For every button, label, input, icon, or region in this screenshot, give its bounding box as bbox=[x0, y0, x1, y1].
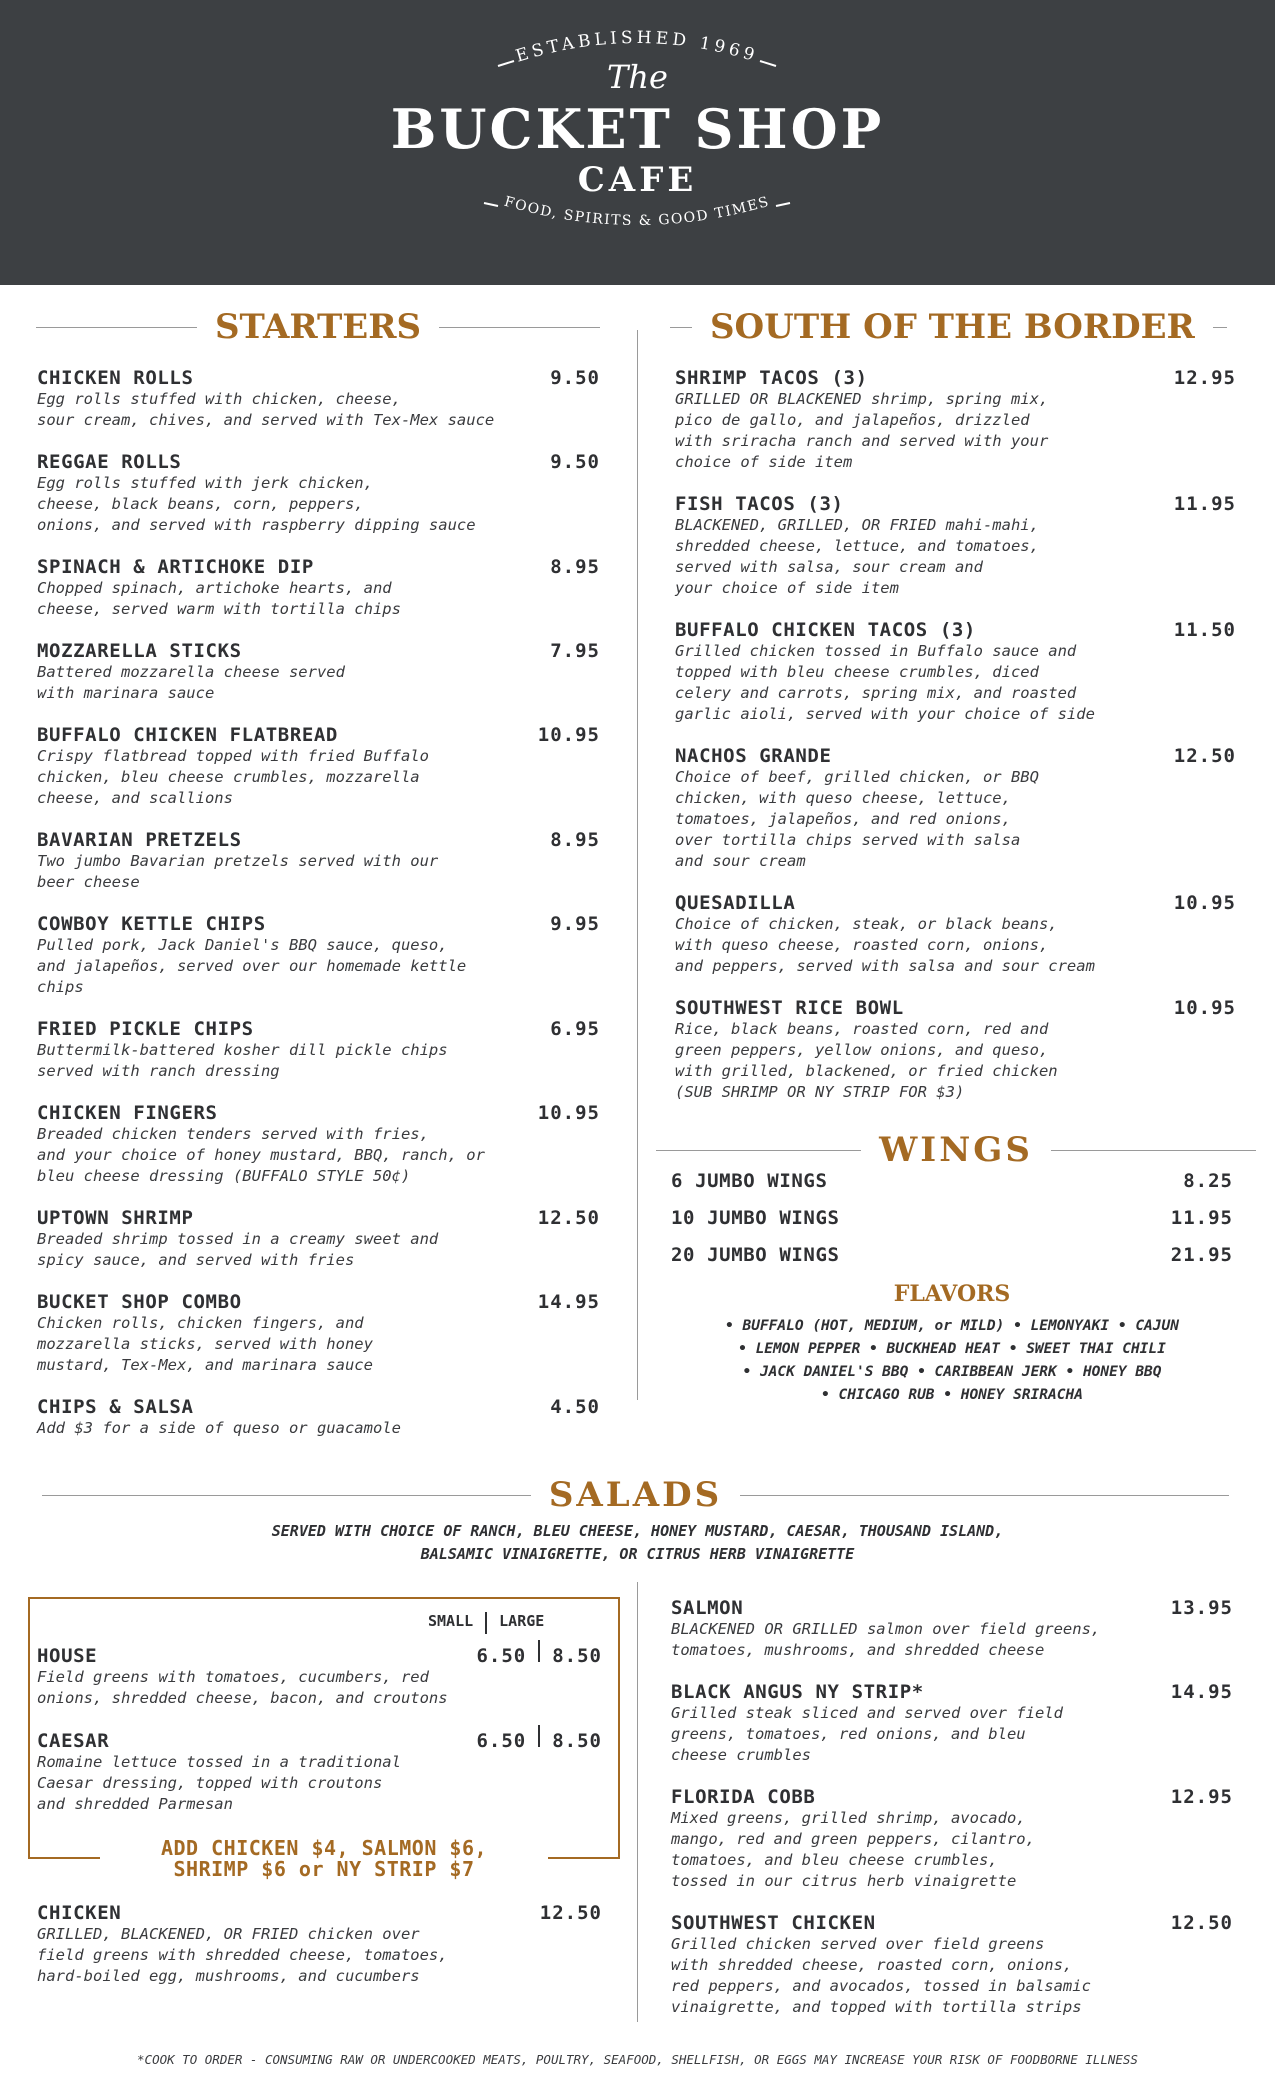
logo-name: BUCKET SHOP bbox=[390, 97, 885, 161]
menu-item bbox=[37, 1396, 600, 1439]
menu-item bbox=[671, 1786, 1233, 1892]
south-title: SOUTH OF THE BORDER bbox=[710, 307, 1195, 347]
starters-title: STARTERS bbox=[214, 307, 422, 347]
item-price: 12.95 bbox=[1173, 367, 1236, 389]
menu-item bbox=[671, 1912, 1233, 2018]
item-name: UPTOWN SHRIMP bbox=[37, 1207, 194, 1229]
menu-item bbox=[37, 1640, 602, 1709]
heading-rule bbox=[656, 1150, 861, 1151]
flavors-title: FLAVORS bbox=[893, 1281, 1011, 1307]
item-price: 9.95 bbox=[550, 913, 600, 935]
starters-list bbox=[37, 367, 600, 1459]
item-price: 10.95 bbox=[1173, 997, 1236, 1019]
salads-heading bbox=[42, 1475, 1229, 1515]
south-heading bbox=[670, 307, 1230, 347]
item-price: 8.95 bbox=[550, 829, 600, 851]
item-description: Mixed greens, grilled shrimp, avocado, mango, red and green peppers, cilantro, tomatoes, and bleu cheese crumbles, tossed in our citrus herb vinaigrette bbox=[671, 1809, 1035, 1890]
heading-rule bbox=[439, 327, 600, 328]
logo-the: The bbox=[607, 58, 668, 96]
tagline-text: FOOD, SPIRITS & GOOD TIMES bbox=[502, 193, 772, 230]
item-name: NACHOS GRANDE bbox=[675, 745, 832, 767]
item-price: 8.95 bbox=[550, 556, 600, 578]
logo-cafe: CAFE bbox=[577, 160, 698, 200]
item-description: Rice, black beans, roasted corn, red and green peppers, yellow onions, and queso, with grilled, blackened, or fried chicken (SUB SHRIMP OR NY STRIP FOR $3) bbox=[675, 1020, 1058, 1101]
item-name: QUESADILLA bbox=[675, 892, 796, 914]
item-description: Choice of beef, grilled chicken, or BBQ chicken, with queso cheese, lettuce, tomatoes, jalapeños, and red onions, over tortilla chips served with salsa and sour cream bbox=[675, 768, 1039, 870]
item-description: Two jumbo Bavarian pretzels served with our beer cheese bbox=[37, 852, 439, 891]
item-description: Egg rolls stuffed with jerk chicken, cheese, black beans, corn, peppers, onions, and served with raspberry dipping sauce bbox=[37, 474, 476, 534]
item-name: FLORIDA COBB bbox=[671, 1786, 816, 1808]
item-name: CHICKEN ROLLS bbox=[37, 367, 194, 389]
price-divider bbox=[538, 1725, 540, 1747]
food-safety-disclaimer: *COOK TO ORDER - CONSUMING RAW OR UNDERCOOKED MEATS, POULTRY, SEAFOOD, SHELLFISH, OR EGGS MAY INCREASE YOUR RISK OF FOODBORNE ILLNESS bbox=[137, 2052, 1138, 2067]
item-name: BUFFALO CHICKEN FLATBREAD bbox=[37, 724, 338, 746]
menu-item bbox=[37, 367, 600, 431]
item-price: 11.95 bbox=[1173, 493, 1236, 515]
item-price: 8.25 bbox=[1183, 1170, 1233, 1192]
item-description: Grilled chicken served over field greens with shredded cheese, roasted corn, onions, red peppers, and avocados, tossed in balsamic vinaigrette, and topped with tortilla strips bbox=[671, 1935, 1091, 2016]
item-name: 10 JUMBO WINGS bbox=[671, 1207, 840, 1229]
menu-item bbox=[37, 1018, 600, 1082]
item-name: SPINACH & ARTICHOKE DIP bbox=[37, 556, 314, 578]
menu-item bbox=[37, 1725, 602, 1815]
large-label: LARGE bbox=[499, 1612, 545, 1630]
heading-rule bbox=[42, 1495, 531, 1496]
item-price: 11.95 bbox=[1170, 1207, 1233, 1229]
item-price: 11.50 bbox=[1173, 619, 1236, 641]
item-description: BLACKENED, GRILLED, OR FRIED mahi-mahi, shredded cheese, lettuce, and tomatoes, served with salsa, sour cream and your choice of side item bbox=[675, 516, 1039, 597]
item-description: Grilled steak sliced and served over field greens, tomatoes, red onions, and bleu cheese crumbles bbox=[671, 1704, 1063, 1764]
price-divider bbox=[538, 1640, 540, 1662]
item-price: 12.95 bbox=[1170, 1786, 1233, 1808]
item-name: BAVARIAN PRETZELS bbox=[37, 829, 242, 851]
menu-item bbox=[675, 892, 1236, 977]
item-description: Battered mozzarella cheese served with marinara sauce bbox=[37, 663, 345, 702]
menu-item bbox=[675, 493, 1236, 599]
heading-rule bbox=[36, 327, 197, 328]
flavors-list: • BUFFALO (HOT, MEDIUM, or MILD) • LEMONYAKI • CAJUN • LEMON PEPPER • BUCKHEAD HEAT • SWEET THAI CHILI • JACK DANIEL'S BBQ • CARIBBEAN JERK • HONEY BBQ • CHICAGO RUB • HONEY SRIRACHA bbox=[725, 1318, 1179, 1403]
large-price: 8.50 bbox=[552, 1730, 602, 1752]
size-headers bbox=[428, 1612, 544, 1634]
item-description: Add $3 for a side of queso or guacamole bbox=[37, 1419, 401, 1437]
item-price: 7.95 bbox=[550, 640, 600, 662]
small-label: SMALL bbox=[428, 1612, 474, 1630]
item-name: COWBOY KETTLE CHIPS bbox=[37, 913, 266, 935]
item-name: CAESAR bbox=[37, 1730, 110, 1752]
left-salads bbox=[37, 1902, 602, 2007]
wings-list bbox=[671, 1170, 1233, 1407]
menu-item bbox=[37, 1207, 600, 1271]
menu-item bbox=[37, 556, 600, 620]
heading-rule bbox=[740, 1495, 1229, 1496]
menu-item bbox=[671, 1681, 1233, 1766]
item-name: 20 JUMBO WINGS bbox=[671, 1244, 840, 1266]
wings-heading bbox=[656, 1130, 1256, 1170]
boxed-salads bbox=[37, 1640, 602, 1835]
item-description: GRILLED, BLACKENED, OR FRIED chicken over field greens with shredded cheese, tomatoes, hard-boiled egg, mushrooms, and cucumbers bbox=[37, 1925, 448, 1985]
item-name: REGGAE ROLLS bbox=[37, 451, 182, 473]
item-name: SHRIMP TACOS (3) bbox=[675, 367, 868, 389]
menu-item bbox=[675, 745, 1236, 872]
starters-heading bbox=[36, 307, 600, 347]
item-price: 12.50 bbox=[537, 1207, 600, 1229]
item-name: SOUTHWEST CHICKEN bbox=[671, 1912, 876, 1934]
item-price: 21.95 bbox=[1170, 1244, 1233, 1266]
item-name: CHICKEN FINGERS bbox=[37, 1102, 218, 1124]
heading-rule bbox=[1051, 1150, 1256, 1151]
column-divider bbox=[637, 1582, 638, 2022]
menu-item bbox=[37, 1102, 600, 1187]
right-salads bbox=[671, 1597, 1233, 2038]
item-description: Buttermilk-battered kosher dill pickle chips served with ranch dressing bbox=[37, 1041, 448, 1080]
menu-item bbox=[671, 1597, 1233, 1661]
item-description: Pulled pork, Jack Daniel's BBQ sauce, queso, and jalapeños, served over our homemade kettle chips bbox=[37, 936, 467, 996]
item-name: CHICKEN bbox=[37, 1902, 122, 1924]
item-description: GRILLED OR BLACKENED shrimp, spring mix, pico de gallo, and jalapeños, drizzled with sriracha ranch and served with your choice of side item bbox=[675, 390, 1049, 471]
wings-title: WINGS bbox=[879, 1130, 1033, 1170]
heading-rule bbox=[670, 327, 692, 328]
item-description: Breaded chicken tenders served with fries, and your choice of honey mustard, BBQ, ranch, or bleu cheese dressing (BUFFALO STYLE 50¢) bbox=[37, 1125, 485, 1185]
item-name: SALMON bbox=[671, 1597, 744, 1619]
item-name: BLACK ANGUS NY STRIP* bbox=[671, 1681, 924, 1703]
item-name: SOUTHWEST RICE BOWL bbox=[675, 997, 904, 1019]
item-price: 9.50 bbox=[550, 367, 600, 389]
item-price: 10.95 bbox=[1173, 892, 1236, 914]
menu-item bbox=[37, 829, 600, 893]
item-name: CHIPS & SALSA bbox=[37, 1396, 194, 1418]
menu-item bbox=[37, 1902, 602, 1987]
item-name: FISH TACOS (3) bbox=[675, 493, 844, 515]
dual-price bbox=[476, 1640, 602, 1667]
item-price: 14.95 bbox=[537, 1291, 600, 1313]
heading-rule bbox=[1213, 327, 1227, 328]
established-text: ESTABLISHED 1969 bbox=[513, 27, 761, 67]
menu-item bbox=[675, 619, 1236, 725]
small-price: 6.50 bbox=[476, 1645, 527, 1667]
item-name: MOZZARELLA STICKS bbox=[37, 640, 242, 662]
menu-item bbox=[37, 724, 600, 809]
item-name: BUFFALO CHICKEN TACOS (3) bbox=[675, 619, 976, 641]
item-price: 10.95 bbox=[537, 1102, 600, 1124]
dual-price bbox=[476, 1725, 602, 1752]
item-name: 6 JUMBO WINGS bbox=[671, 1170, 828, 1192]
item-price: 10.95 bbox=[537, 724, 600, 746]
item-price: 6.95 bbox=[550, 1018, 600, 1040]
item-description: Choice of chicken, steak, or black beans, with queso cheese, roasted corn, onions, and peppers, served with salsa and sour cream bbox=[675, 915, 1095, 975]
wing-item bbox=[671, 1170, 1233, 1192]
item-price: 14.95 bbox=[1170, 1681, 1233, 1703]
item-description: Chicken rolls, chicken fingers, and mozzarella sticks, served with honey mustard, Tex-Mex, and marinara sauce bbox=[37, 1314, 373, 1374]
wing-item bbox=[671, 1207, 1233, 1229]
salads-title: SALADS bbox=[548, 1475, 723, 1515]
item-price: 4.50 bbox=[550, 1396, 600, 1418]
dressing-note: SERVED WITH CHOICE OF RANCH, BLEU CHEESE, HONEY MUSTARD, CAESAR, THOUSAND ISLAND, BALSAMIC VINAIGRETTE, OR CITRUS HERB VINAIGRETTE bbox=[271, 1522, 1004, 1563]
size-divider bbox=[485, 1612, 487, 1634]
item-description: Chopped spinach, artichoke hearts, and cheese, served warm with tortilla chips bbox=[37, 579, 401, 618]
item-description: Crispy flatbread topped with fried Buffalo chicken, bleu cheese crumbles, mozzarella cheese, and scallions bbox=[37, 747, 429, 807]
item-description: BLACKENED OR GRILLED salmon over field greens, tomatoes, mushrooms, and shredded cheese bbox=[671, 1620, 1101, 1659]
item-price: 12.50 bbox=[539, 1902, 602, 1924]
menu-item bbox=[37, 913, 600, 998]
item-price: 13.95 bbox=[1170, 1597, 1233, 1619]
item-description: Egg rolls stuffed with chicken, cheese, sour cream, chives, and served with Tex-Mex sauce bbox=[37, 390, 495, 429]
menu-item bbox=[675, 997, 1236, 1103]
menu-item bbox=[675, 367, 1236, 473]
item-description: Romaine lettuce tossed in a traditional Caesar dressing, topped with croutons and shredded Parmesan bbox=[37, 1753, 401, 1813]
item-description: Grilled chicken tossed in Buffalo sauce and topped with bleu cheese crumbles, diced celery and carrots, spring mix, and roasted garlic aioli, served with your choice of side bbox=[675, 642, 1095, 723]
column-divider bbox=[637, 330, 638, 1400]
menu-item bbox=[37, 1291, 600, 1376]
item-price: 12.50 bbox=[1170, 1912, 1233, 1934]
wing-item bbox=[671, 1244, 1233, 1266]
item-name: HOUSE bbox=[37, 1645, 98, 1667]
header-banner bbox=[0, 0, 1275, 285]
add-protein-note: ADD CHICKEN $4, SALMON $6, SHRIMP $6 or NY STRIP $7 bbox=[100, 1838, 548, 1880]
menu-item bbox=[37, 640, 600, 704]
item-name: FRIED PICKLE CHIPS bbox=[37, 1018, 254, 1040]
item-price: 12.50 bbox=[1173, 745, 1236, 767]
item-description: Field greens with tomatoes, cucumbers, red onions, shredded cheese, bacon, and croutons bbox=[37, 1668, 448, 1707]
item-description: Breaded shrimp tossed in a creamy sweet and spicy sauce, and served with fries bbox=[37, 1230, 439, 1269]
menu-item bbox=[37, 451, 600, 536]
small-price: 6.50 bbox=[476, 1730, 527, 1752]
large-price: 8.50 bbox=[552, 1645, 602, 1667]
item-name: BUCKET SHOP COMBO bbox=[37, 1291, 242, 1313]
item-price: 9.50 bbox=[550, 451, 600, 473]
south-list bbox=[675, 367, 1236, 1123]
